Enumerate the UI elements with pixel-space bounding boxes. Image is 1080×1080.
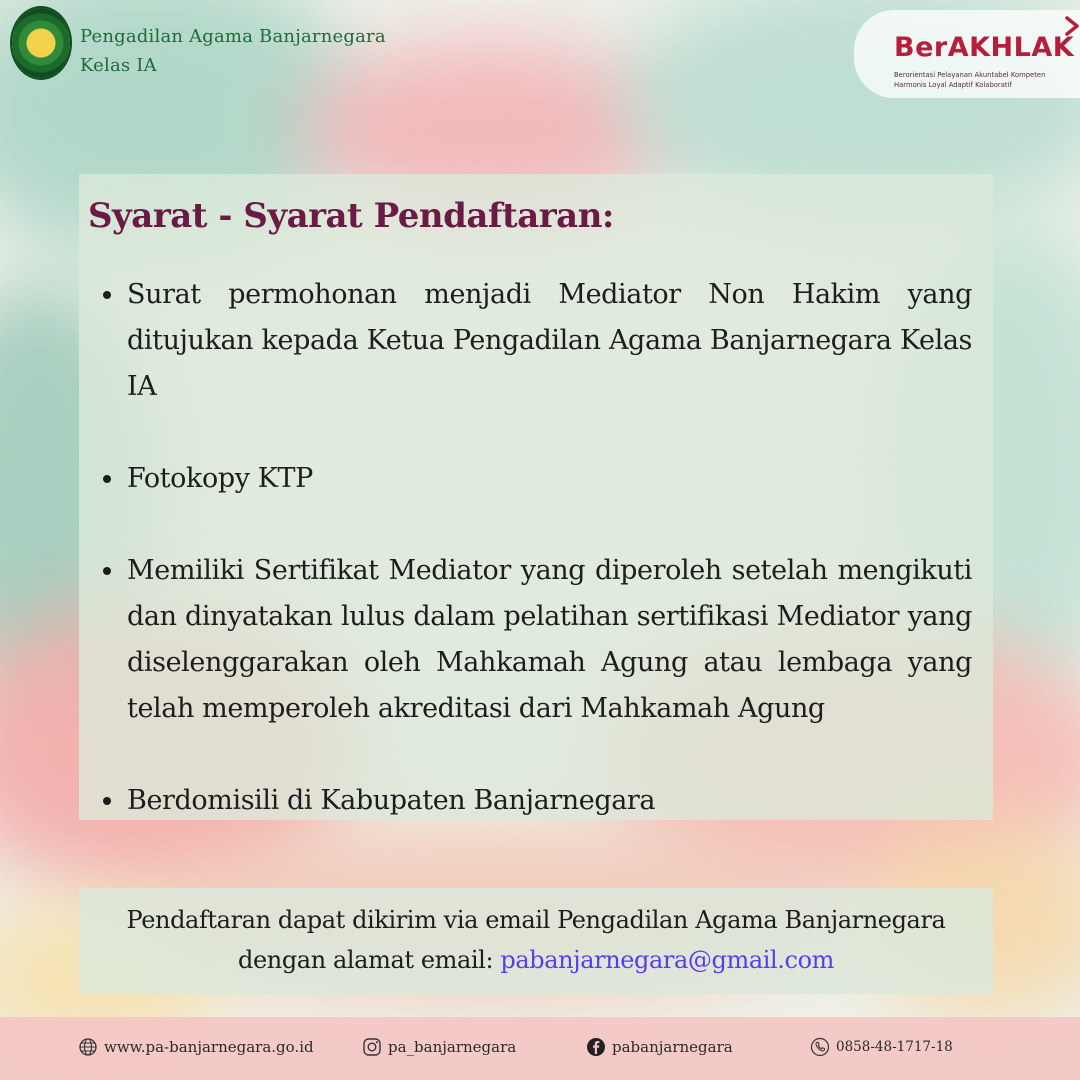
berakhlak-values-line1: Berorientasi Pelayanan Akuntabel Kompeten (894, 71, 1046, 79)
court-name-line2: Kelas IA (80, 55, 157, 76)
requirement-text: Fotokopy KTP (127, 463, 313, 494)
info-line-2 (79, 940, 993, 980)
requirement-item (127, 456, 972, 502)
berakhlak-logo (854, 10, 1080, 98)
requirement-text: Memiliki Sertifikat Mediator yang diperoleh setelah mengikuti dan dinyatakan lulus dalam pelatihan sertifikasi Mediator yang diselenggarakan oleh Mahkamah Agung atau lembaga yang telah memperoleh akreditasi dari Mahkamah Agung (127, 555, 972, 724)
bullet-icon (103, 797, 111, 805)
footer-instagram[interactable] (362, 1037, 516, 1057)
berakhlak-values (894, 70, 1045, 90)
info-line-1: Pendaftaran dapat dikirim via email Pengadilan Agama Banjarnegara (126, 906, 946, 934)
bullet-icon (103, 291, 111, 299)
info-email-prefix: dengan alamat email: (238, 946, 501, 974)
court-header (12, 8, 386, 80)
requirement-item (127, 548, 972, 732)
globe-icon (78, 1037, 98, 1057)
requirement-item (127, 272, 972, 410)
email-link[interactable]: pabanjarnegara@gmail.com (500, 946, 834, 974)
website-text: www.pa-banjarnegara.go.id (104, 1038, 314, 1056)
berakhlak-word: BerAKHLAK (894, 32, 1075, 63)
requirement-item (127, 778, 972, 824)
court-seal-icon (12, 8, 70, 78)
berakhlak-values-line2: Harmonis Loyal Adaptif Kolaboratif (894, 81, 1012, 89)
registration-info (79, 888, 993, 994)
court-name (80, 8, 386, 80)
page-title: Syarat - Syarat Pendaftaran: (88, 196, 614, 236)
footer-facebook[interactable] (586, 1037, 733, 1057)
footer-phone[interactable] (810, 1037, 953, 1057)
facebook-text: pabanjarnegara (612, 1038, 733, 1056)
phone-text: 0858-48-1717-18 (836, 1039, 953, 1055)
instagram-icon (362, 1037, 382, 1057)
instagram-text: pa_banjarnegara (388, 1038, 517, 1056)
contact-footer (0, 1017, 1080, 1080)
court-name-line1: Pengadilan Agama Banjarnegara (80, 26, 386, 47)
requirement-text: Surat permohonan menjadi Mediator Non Hakim yang ditujukan kepada Ketua Pengadilan Agama Banjarnegara Kelas IA (127, 279, 972, 402)
footer-website[interactable] (78, 1037, 314, 1057)
facebook-icon (586, 1037, 606, 1057)
bullet-icon (103, 567, 111, 575)
phone-icon (810, 1037, 830, 1057)
chevron-right-icon (1062, 16, 1080, 36)
bullet-icon (103, 475, 111, 483)
requirement-text: Berdomisili di Kabupaten Banjarnegara (127, 785, 656, 816)
